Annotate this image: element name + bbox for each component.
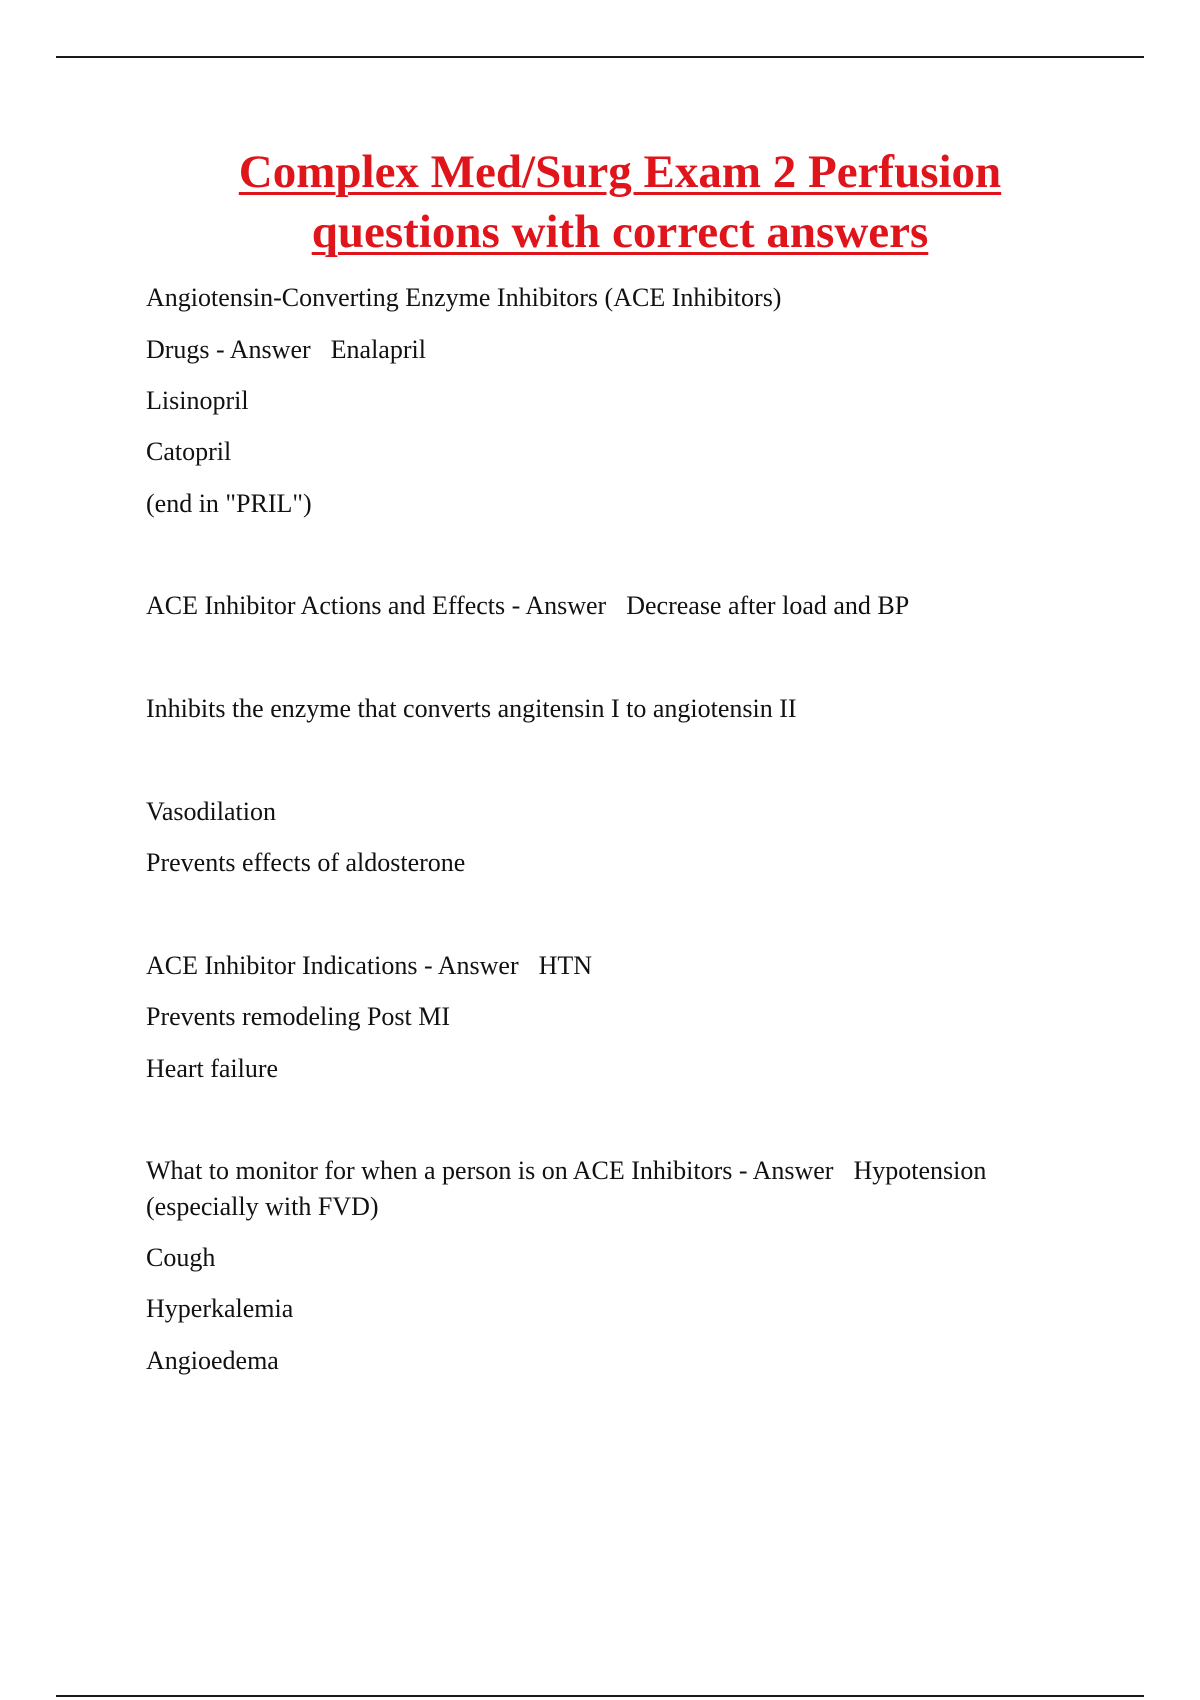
answer-line: Cough bbox=[146, 1243, 216, 1272]
answer-line: (especially with FVD) bbox=[146, 1192, 379, 1221]
title-line-1: Complex Med/Surg Exam 2 Perfusion bbox=[238, 146, 1002, 198]
qa-line bbox=[146, 588, 909, 624]
question-text: ACE Inhibitor Indications - Answer bbox=[146, 951, 519, 980]
qa-line bbox=[146, 332, 426, 368]
answer-line: Prevents remodeling Post MI bbox=[146, 1002, 451, 1031]
answer-line: Vasodilation bbox=[146, 797, 276, 826]
question-text: What to monitor for when a person is on ACE Inhibitors - Answer bbox=[146, 1156, 834, 1185]
title-line-2: questions with correct answers bbox=[311, 206, 929, 258]
section-heading: Angiotensin-Converting Enzyme Inhibitors (ACE Inhibitors) bbox=[146, 283, 782, 312]
answer-line: Heart failure bbox=[146, 1054, 279, 1083]
answer-text: HTN bbox=[538, 951, 593, 980]
top-rule bbox=[56, 56, 1144, 58]
answer-line: Hyperkalemia bbox=[146, 1294, 294, 1323]
answer-text: Decrease after load and BP bbox=[626, 591, 910, 620]
question-text: Drugs - Answer bbox=[146, 335, 311, 364]
answer-line: Inhibits the enzyme that converts angitensin I to angiotensin II bbox=[146, 694, 797, 723]
answer-line: (end in "PRIL") bbox=[146, 489, 312, 518]
answer-text: Hypotension bbox=[853, 1156, 987, 1185]
question-text: ACE Inhibitor Actions and Effects - Answer bbox=[146, 591, 607, 620]
document-title bbox=[120, 142, 1120, 262]
answer-line: Prevents effects of aldosterone bbox=[146, 848, 466, 877]
answer-line: Lisinopril bbox=[146, 386, 249, 415]
bottom-rule bbox=[56, 1695, 1144, 1697]
answer-line: Catopril bbox=[146, 437, 232, 466]
answer-text: Enalapril bbox=[330, 335, 426, 364]
answer-line: Angioedema bbox=[146, 1346, 279, 1375]
qa-line bbox=[146, 1153, 986, 1189]
qa-line bbox=[146, 948, 592, 984]
